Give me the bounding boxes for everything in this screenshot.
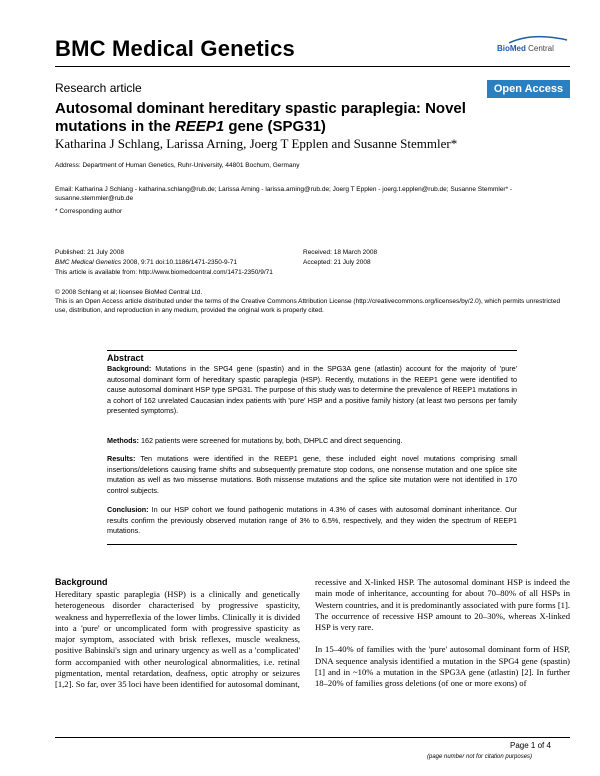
body-paragraph: Hereditary spastic paraplegia (HSP) is a clinically and genetically heterogeneous disorder characterised by progressive spasticity, weakness and hyperreflexia of the lower limbs. Clinically it is divided into a 'pure' or uncomplicated form with progressive spasticity as major symptom, associated with brisk reflexes, muscle weakness, positive Babinski's sign and urinary urgency as well as a 'complicated' form accompanied with other neurological abnormalities, i.e. retinal pigmentation, mental retardation, deafness, optic atrophy or seizures [1,2]. So far, over 35 loci have been identified for autosomal dominant, bbox=[55, 589, 300, 690]
logo-arc-icon bbox=[507, 34, 577, 44]
abstract-background: Background: Mutations in the SPG4 gene (spastin) and in the SPG3A gene (atlastin) account for the majority of 'pure' autosomal dominant form of hereditary spastic paraplegia (HSP). Recently, mutations in the REEP1 gene were identified to cause autosomal dominant HSP type SPG31. The purpose of this study was to determine the prevalence of REEP1 mutations in a cohort of 162 unrelated Caucasian index patients with 'pure' HSP and a positive family history (at least two persons per family presented symptoms). bbox=[107, 364, 517, 415]
published-date: Published: 21 July 2008 bbox=[55, 249, 125, 256]
article-type: Research article bbox=[55, 81, 142, 95]
logo-bio: Bio bbox=[497, 44, 510, 53]
biomed-central-logo[interactable] bbox=[497, 36, 567, 58]
abstract-heading: Abstract bbox=[107, 350, 517, 363]
body-column-left bbox=[55, 589, 300, 691]
body-paragraph: recessive and X-linked HSP. The autosomal dominant HSP is indeed the main mode of inheritance, accounting for about 70–80% of all HSPs in Western countries, and it is predominantly associated with pure forms [1]. The occurrence of recessive HSP amount to 20–30%, whereas X-linked HSP is very rare. bbox=[315, 577, 570, 633]
abstract-results: Results: Ten mutations were identified in the REEP1 gene, these included eight novel mutations comprising small insertions/deletions causing frame shifts and subsequently premature stop codons, one nonsense mutation and one splice site mutation as well as two missense mutations. Both missense mutations and the splice site mutation were not identified in 170 control subjects. bbox=[107, 454, 517, 495]
email-list[interactable]: Email: Katharina J Schlang - katharina.schlang@rub.de; Larissa Arning - larissa.arning@rub.de; Joerg T Epplen - joerg.t.epplen@rub.de; Susanne Stemmler* - susanne.stemmler@rub.de bbox=[55, 186, 513, 202]
received-date: Received: 18 March 2008 bbox=[303, 249, 378, 256]
body-column-right bbox=[315, 577, 570, 690]
article-url[interactable]: This article is available from: http://www.biomedcentral.com/1471-2350/9/71 bbox=[55, 269, 273, 276]
citation: BMC Medical Genetics 2008, 9:71 doi:10.1186/1471-2350-9-71 bbox=[55, 259, 238, 266]
abstract-bottom-rule bbox=[107, 544, 517, 545]
footer-rule bbox=[55, 737, 570, 738]
logo-central: Central bbox=[525, 44, 554, 53]
section-heading-background: Background bbox=[55, 577, 108, 587]
header-rule bbox=[55, 66, 570, 67]
logo-med: Med bbox=[509, 44, 526, 53]
article-title: Autosomal dominant hereditary spastic paraplegia: Novel mutations in the REEP1 gene (SPG31) bbox=[55, 100, 466, 135]
copyright: © 2008 Schlang et al; licensee BioMed Central Ltd. bbox=[55, 289, 203, 296]
abstract bbox=[107, 350, 517, 546]
abstract-methods: Methods: 162 patients were screened for mutations by, both, DHPLC and direct sequencing. bbox=[107, 436, 403, 445]
journal-name: BMC Medical Genetics bbox=[55, 36, 295, 61]
license-text: This is an Open Access article distributed under the terms of the Creative Commons Attribution License (http://creativecommons.org/licenses/by/2.0), which permits unrestricted use, distribution, and reproduction in any medium, provided the original work is properly cited. bbox=[55, 298, 561, 314]
body-paragraph: In 15–40% of families with the 'pure' autosomal dominant form of HSP, DNA sequence analysis identified a mutation in the SPG4 gene (spastin) [1] and in ~10% a mutation in the SPG3A gene (atlastin) [2]. In further 18–20% of families gross deletions (of one or more exons) of bbox=[315, 644, 570, 689]
authors: Katharina J Schlang, Larissa Arning, Joerg T Epplen and Susanne Stemmler* bbox=[55, 136, 458, 151]
abstract-conclusion: Conclusion: In our HSP cohort we found pathogenic mutations in 4.3% of cases with autosomal dominant inheritance. Our results confirm the previously observed mutation range of 3% to 6.5%, respectively, and they widen the spectrum of REEP1 mutations. bbox=[107, 505, 517, 535]
page-note: (page number not for citation purposes) bbox=[427, 754, 533, 760]
accepted-date: Accepted: 21 July 2008 bbox=[303, 259, 371, 266]
address: Address: Department of Human Genetics, Ruhr-University, 44801 Bochum, Germany bbox=[55, 162, 300, 169]
page-number: Page 1 of 4 bbox=[510, 741, 551, 750]
open-access-badge: Open Access bbox=[487, 80, 570, 98]
corresponding-author: * Corresponding author bbox=[55, 208, 123, 215]
